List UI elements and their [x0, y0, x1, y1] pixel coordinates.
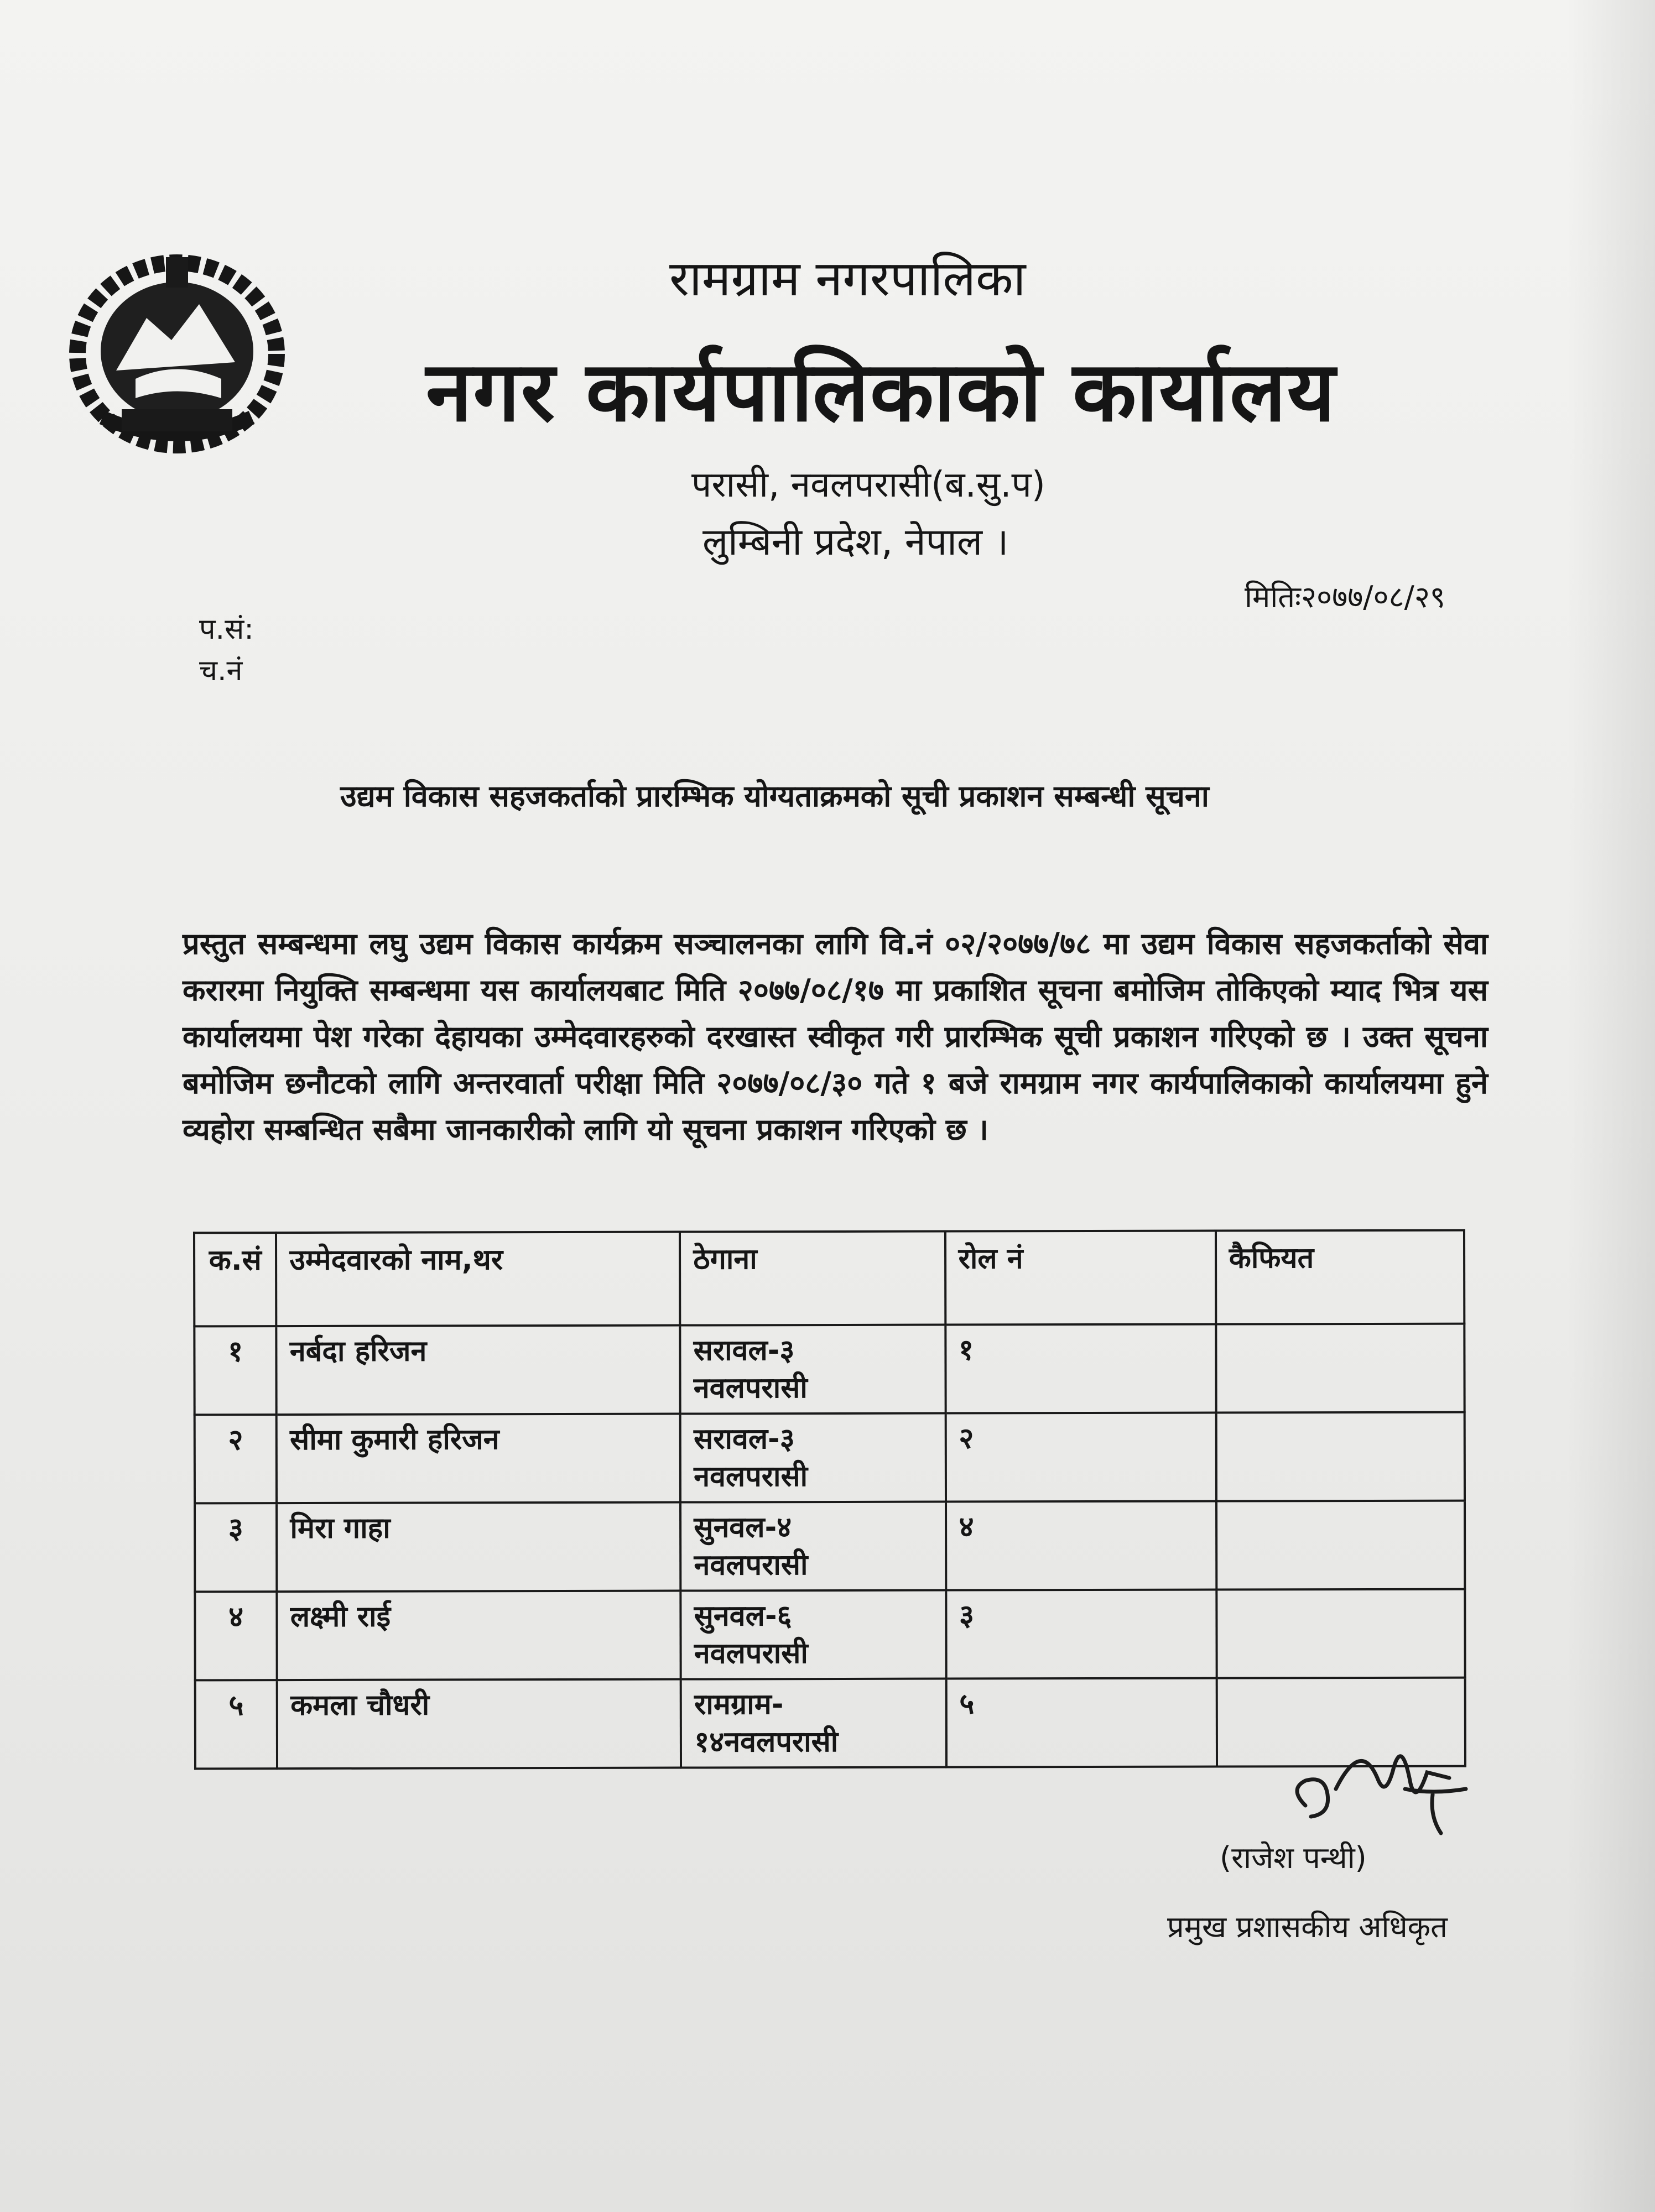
remarks-cell: [1216, 1589, 1465, 1678]
address-line: रामग्राम-: [694, 1688, 784, 1721]
table-row: [195, 1412, 1465, 1504]
address-line: सुनवल-४: [694, 1511, 792, 1545]
notice-subject: उद्यम विकास सहजकर्ताको प्रारम्भिक योग्यताक्रमको सूची प्रकाशन सम्बन्धी सूचना: [340, 779, 1209, 813]
remarks-cell: [1216, 1324, 1465, 1413]
roll-cell: ४: [946, 1501, 1217, 1590]
header-remarks: कैफियत: [1216, 1230, 1465, 1324]
dispatch-number-label: च.नं: [199, 654, 243, 687]
signatory-name: (राजेश पन्थी): [1220, 1840, 1367, 1875]
name-cell: मिरा गाहा: [277, 1503, 680, 1592]
name-cell: कमला चौधरी: [277, 1679, 681, 1769]
header-serial: क.सं: [194, 1233, 277, 1326]
letter-date: मितिः२०७७/०८/२९: [1245, 580, 1445, 614]
reference-number-label: प.सं:: [199, 613, 254, 646]
address-cell: [680, 1325, 946, 1414]
table-row: [195, 1678, 1465, 1769]
remarks-cell: [1216, 1412, 1465, 1501]
serial-cell: २: [195, 1415, 277, 1503]
address-line: १४नवलपरासी: [694, 1725, 839, 1759]
address-line: सरावल-३: [693, 1334, 795, 1368]
address-cell: [680, 1413, 946, 1503]
header-roll: रोल नं: [945, 1231, 1216, 1325]
address-line: नवलपरासी: [694, 1548, 808, 1582]
header-name: उम्मेदवारको नाम,थर: [276, 1232, 680, 1327]
address-line: सुनवल-६: [694, 1599, 792, 1633]
name-cell: नर्बदा हरिजन: [277, 1326, 680, 1415]
address-line: नवलपरासी: [694, 1637, 808, 1671]
address-cell: [680, 1502, 946, 1591]
table-row: [195, 1589, 1465, 1681]
address-line-1: परासी, नवलपरासी(ब.सु.प): [691, 465, 1045, 505]
table-row: [195, 1501, 1465, 1592]
table-row: [194, 1324, 1464, 1415]
address-cell: [681, 1679, 946, 1768]
name-cell: लक्ष्मी राई: [277, 1591, 681, 1681]
roll-cell: २: [945, 1413, 1216, 1502]
serial-cell: १: [194, 1326, 277, 1415]
municipality-name: रामग्राम नगरपालिका: [669, 250, 1026, 307]
serial-cell: ४: [195, 1592, 277, 1680]
roll-cell: ३: [946, 1590, 1217, 1679]
signatory-title: प्रमुख प्रशासकीय अधिकृत: [1167, 1910, 1448, 1944]
header-address: ठेगाना: [680, 1232, 945, 1326]
nepal-emblem-icon: [69, 252, 285, 456]
notice-body: प्रस्तुत सम्बन्धमा लघु उद्यम विकास कार्यक्रम सञ्चालनका लागि वि.नं ०२/२०७७/७८ मा उद्यम विकास सहजकर्ताको सेवा करारमा नियुक्ति सम्बन्धमा यस कार्यालयबाट मिति २०७७/०८/१७ मा प्रकाशित सूचना बमोजिम तोकिएको म्याद भित्र यस कार्यालयमा पेश गरेका देहायका उम्मेदवारहरुको दरखास्त स्वीकृत गरी प्रारम्भिक सूची प्रकाशन गरिएको छ । उक्त सूचना बमोजिम छनौटको लागि अन्तरवार्ता परीक्षा मिति २०७७/०८/३० गते १ बजे रामग्राम नगर कार्यपालिकाको कार्यालयमा हुने व्यहोरा सम्बन्धित सबैमा जानकारीको लागि यो सूचना प्रकाशन गरिएको छ ।: [183, 926, 1488, 1147]
office-name: नगर कार्यपालिकाको कार्यालय: [426, 344, 1336, 440]
remarks-cell: [1216, 1501, 1465, 1590]
address-cell: [681, 1590, 946, 1679]
serial-cell: ५: [195, 1680, 278, 1768]
candidate-table: [193, 1229, 1466, 1770]
signature-icon: [1283, 1706, 1477, 1839]
roll-cell: १: [945, 1324, 1216, 1413]
address-line: नवलपरासी: [693, 1371, 808, 1405]
serial-cell: ३: [195, 1503, 277, 1592]
name-cell: सीमा कुमारी हरिजन: [277, 1414, 680, 1504]
address-line-2: लुम्बिनी प्रदेश, नेपाल ।: [702, 520, 1009, 564]
address-line: नवलपरासी: [694, 1460, 808, 1494]
address-line: सरावल-३: [693, 1422, 795, 1456]
table-header-row: [194, 1230, 1464, 1327]
roll-cell: ५: [946, 1678, 1217, 1767]
